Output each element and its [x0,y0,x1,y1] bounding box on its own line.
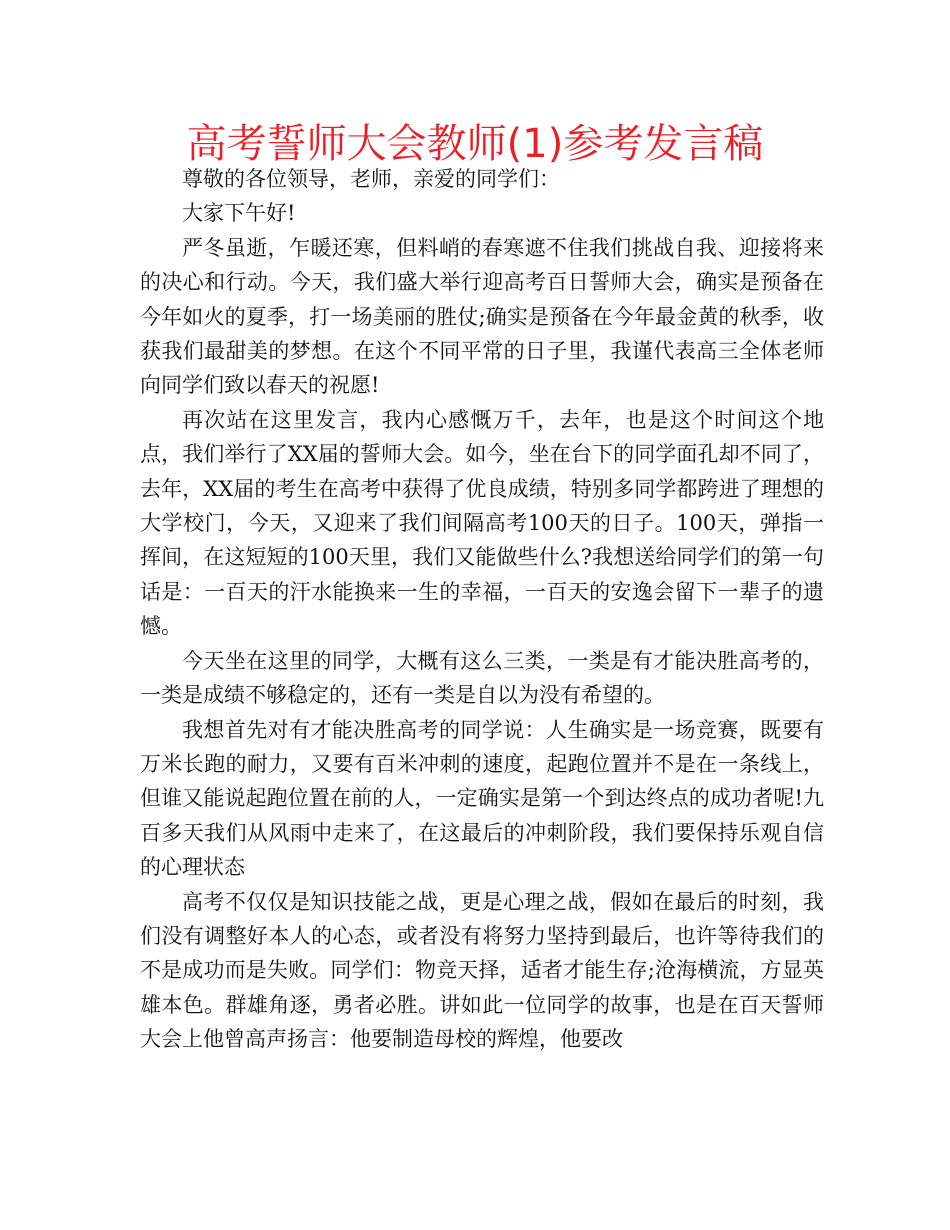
document-body [140,162,824,1057]
greeting: 大家下午好! [182,201,296,226]
document-title: 高考誓师大会教师(1)参考发言稿 [186,121,764,167]
paragraph-advice-capable: 我想首先对有才能决胜高考的同学说：人生确实是一场竞赛，既要有万米长跑的耐力，又要有百米冲刺的速度，起跑位置并不是在一条线上，但谁又能说起跑位置在前的人，一定确实是第一个到达终点的成功者呢!九百多天我们从风雨中走来了，在这最后的冲刺阶段，我们要保持乐观自信的心理状态 [140,717,824,880]
paragraph-opening: 严冬虽逝，乍暖还寒，但料峭的春寒遮不住我们挑战自我、迎接将来的决心和行动。今天，我们盛大举行迎高考百日誓师大会，确实是预备在今年如火的夏季，打一场美丽的胜仗;确实是预备在今年最金黄的秋季，收获我们最甜美的梦想。在这个不同平常的日子里，我谨代表高三全体老师向同学们致以春天的祝愿! [140,235,824,398]
paragraph-reflection: 再次站在这里发言，我内心感慨万千，去年，也是这个时间这个地点，我们举行了XX届的誓师大会。如今，坐在台下的同学面孔却不同了，去年，XX届的考生在高考中获得了优良成绩，特别多同学都跨进了理想的大学校门，今天，又迎来了我们间隔高考100天的日子。100天，弹指一挥间，在这短短的100天里，我们又能做些什么?我想送给同学们的第一句话是：一百天的汗水能换来一生的幸福，一百天的安逸会留下一辈子的遗憾。 [140,407,824,639]
salutation: 尊敬的各位领导，老师，亲爱的同学们： [182,167,560,191]
paragraph-mindset: 高考不仅仅是知识技能之战，更是心理之战，假如在最后的时刻，我们没有调整好本人的心态，或者没有将努力坚持到最后，也许等待我们的不是成功而是失败。同学们：物竞天择，适者才能生存;沧海横流，方显英雄本色。群雄角逐，勇者必胜。讲如此一位同学的故事，也是在百天誓师大会上他曾高声扬言：他要制造母校的辉煌，他要改 [140,889,824,1052]
paragraph-three-types: 今天坐在这里的同学，大概有这么三类，一类是有才能决胜高考的，一类是成绩不够稳定的，还有一类是自以为没有希望的。 [140,648,824,708]
